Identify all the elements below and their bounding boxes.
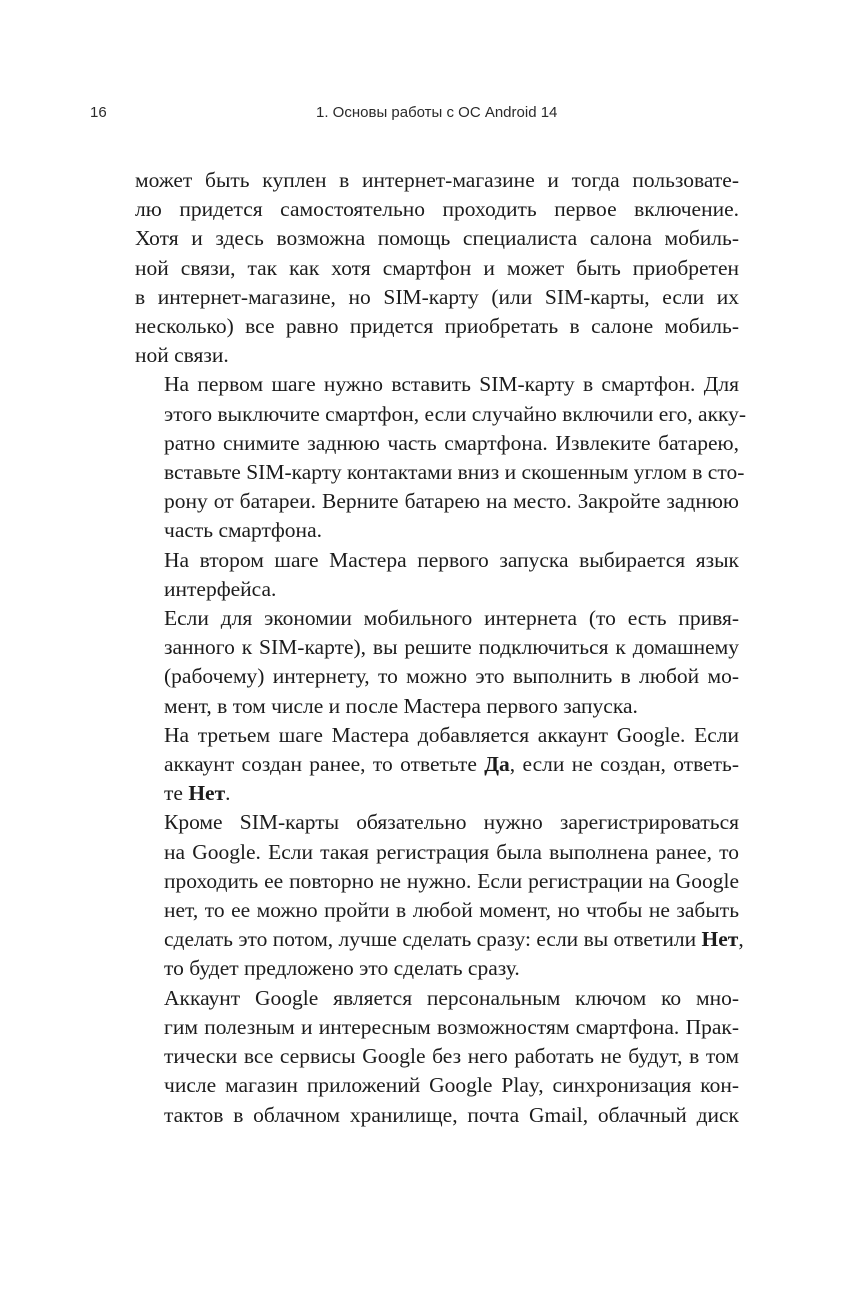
text-line: ратно снимите заднюю часть смартфона. Извлеките батарею, (164, 430, 739, 455)
text-line: рону от батареи. Верните батарею на место. Закройте заднюю (164, 489, 739, 514)
text-line: числе магазин приложений Google Play, синхронизация кон- (164, 1073, 739, 1098)
text-line: гим полезным и интересным возможностям смартфона. Прак- (164, 1014, 739, 1039)
text-fragment: . (225, 781, 231, 806)
paragraph-4 (135, 604, 739, 721)
text-line: На первом шаге нужно вставить SIM-карту в смартфон. Для (164, 372, 739, 397)
paragraph-6 (135, 808, 744, 983)
text-line: тически все сервисы Google без него работать не будут, в том (164, 1044, 739, 1069)
text-fragment: , (738, 927, 744, 952)
text-line: тактов в облачном хранилище, почта Gmail, облачный диск (164, 1102, 739, 1127)
text-line: несколько) все равно придется приобретать в салоне мобиль- (135, 314, 739, 339)
paragraph-3 (135, 546, 739, 604)
text-line: может быть куплен в интернет-магазине и тогда пользовате- (135, 168, 739, 192)
text-line: Если для экономии мобильного интернета (то есть привя- (164, 606, 739, 631)
bold-answer-yes: Да (484, 752, 510, 777)
text-line: то будет предложено это сделать сразу. (164, 956, 520, 981)
page-number: 16 (90, 104, 107, 121)
text-line: Кроме SIM-карты обязательно нужно зарегистрироваться (164, 810, 739, 835)
text-line: часть смартфона. (164, 518, 322, 543)
page-header (0, 104, 844, 128)
text-line: мент, в том числе и после Мастера первого запуска. (164, 693, 638, 718)
text-line (135, 925, 744, 954)
text-line: на Google. Если такая регистрация была выполнена ранее, то (164, 839, 739, 864)
text-line: нет, то ее можно пройти в любой момент, но чтобы не забыть (164, 898, 739, 923)
text-fragment: те (164, 781, 189, 806)
text-line: На втором шаге Мастера первого запуска выбирается язык (164, 547, 739, 572)
text-fragment: , если не создан, ответь- (509, 752, 739, 777)
text-line (135, 779, 739, 808)
text-line: ной связи. (135, 343, 229, 368)
text-line: Хотя и здесь возможна помощь специалиста салона мобиль- (135, 226, 739, 251)
text-line: проходить ее повторно не нужно. Если регистрации на Google (164, 868, 739, 893)
body-text (135, 166, 747, 1130)
text-line: в интернет-магазине, но SIM-карту (или SIM-карты, если их (135, 284, 739, 309)
text-line: занного к SIM-карте), вы решите подключиться к домашнему (164, 635, 739, 660)
paragraph-5 (135, 721, 739, 809)
text-line: вставьте SIM-карту контактами вниз и скошенным углом в сто- (164, 460, 745, 485)
paragraph-2 (135, 370, 747, 545)
text-line: Аккаунт Google является персональным ключом ко мно- (164, 985, 739, 1010)
text-line: (рабочему) интернету, то можно это выполнить в любой мо- (164, 664, 739, 689)
text-line: ной связи, так как хотя смартфон и может быть приобретен (135, 255, 739, 280)
text-line: интерфейса. (164, 576, 277, 601)
text-line: этого выключите смартфон, если случайно включили его, акку- (164, 401, 747, 426)
text-line: лю придется самостоятельно проходить первое включение. (135, 197, 739, 222)
text-line: На третьем шаге Мастера добавляется аккаунт Google. Если (164, 722, 739, 747)
text-line (135, 750, 739, 779)
paragraph-1 (135, 166, 739, 370)
paragraph-7 (135, 984, 739, 1130)
bold-answer-no: Нет (188, 781, 226, 806)
text-fragment: аккаунт создан ранее, то ответьте (164, 752, 485, 777)
bold-answer-no: Нет (701, 927, 739, 952)
text-fragment: сделать это потом, лучше сделать сразу: если вы ответили (164, 927, 702, 952)
running-head: 1. Основы работы с ОС Android 14 (316, 104, 558, 121)
